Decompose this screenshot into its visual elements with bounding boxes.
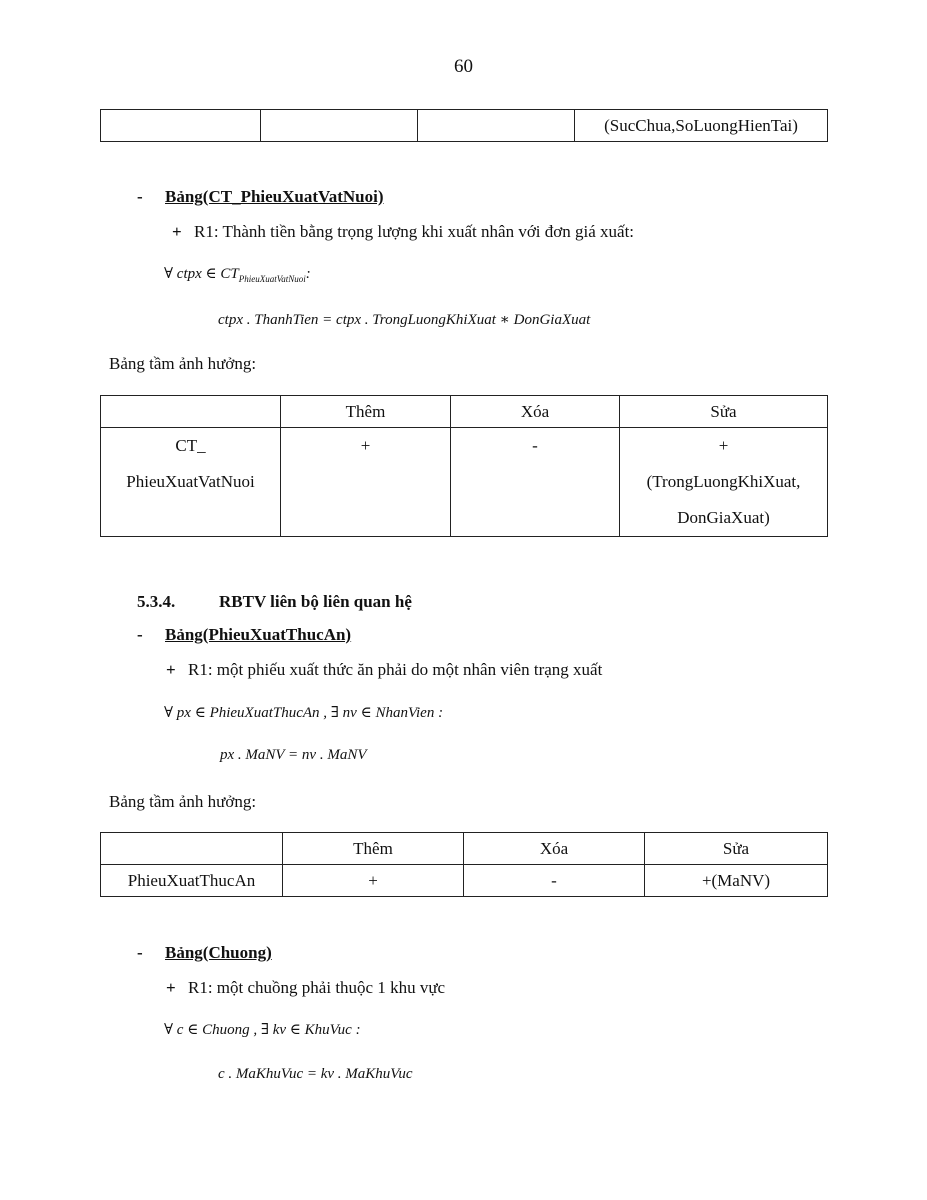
formula-body: px . MaNV = nv . MaNV [220,747,367,763]
impact-table-label: Bảng tầm ảnh hưởng: [109,792,257,811]
table-cell: - [464,865,645,897]
table-cell [261,110,418,142]
section-heading-chuong [137,943,272,963]
rule-r1 [172,222,634,242]
rule-text: R1: một chuồng phải thuộc 1 khu vực [188,978,446,997]
bullet-plus: + [166,660,176,679]
table-cell: PhieuXuatThucAn [101,865,283,897]
rule-r1 [166,978,445,998]
formula-body: c . MaKhuVuc = kv . MaKhuVuc [218,1066,413,1082]
bullet-plus: + [172,222,182,241]
rule-r1 [166,660,602,680]
header-cell: Sửa [645,833,828,865]
header-cell: Sửa [620,396,828,428]
header-cell [101,396,281,428]
impact-table-ct-phieuxuatvatnuoi [100,395,828,537]
header-cell: Thêm [281,396,451,428]
heading-dash: - [137,187,143,206]
impact-table-label: Bảng tầm ảnh hưởng: [109,354,257,373]
subsection-number: 5.3.4. [137,592,176,611]
heading-title: Bảng(Chuong) [165,943,272,962]
page-number: 60 [454,56,473,77]
subsection-title: RBTV liên bộ liên quan hệ [219,592,412,611]
quantifier-subscript: PhieuXuatVatNuoi [238,274,306,284]
rule-text: R1: một phiếu xuất thức ăn phải do một nhân viên trạng xuất [188,660,603,679]
formula-quantifier: ∀ c ∈ Chuong , ∃ kv ∈ KhuVuc : [164,1022,361,1038]
table-cell: - [451,428,620,537]
heading-dash: - [137,943,143,962]
header-cell: Xóa [464,833,645,865]
table-cell: (SucChua,SoLuongHienTai) [575,110,828,142]
rule-text: R1: Thành tiền bằng trọng lượng khi xuất nhân với đơn giá xuất: [194,222,635,241]
cell-line: PhieuXuatVatNuoi [126,472,255,491]
bullet-plus: + [166,978,176,997]
cell-line: CT_ [175,436,206,455]
table-cell [101,110,261,142]
section-heading-ct-phieuxuatvatnuoi [137,187,384,207]
impact-table-phieuxuatthucan [100,832,828,897]
table-cell: + [281,428,451,537]
formula-quantifier [164,264,311,284]
heading-title: Bảng(PhieuXuatThucAn) [165,625,352,644]
cell-line: DonGiaXuat) [677,508,770,527]
cell-line: + [718,436,729,455]
subsection-heading [137,592,412,612]
section-heading-phieuxuatthucan [137,625,351,645]
formula-quantifier: ∀ px ∈ PhieuXuatThucAn , ∃ nv ∈ NhanVien : [164,705,444,721]
heading-dash: - [137,625,143,644]
cell-line: (TrongLuongKhiXuat, [646,472,801,491]
table-cell: + [283,865,464,897]
top-table-fragment [100,109,828,142]
header-cell: Thêm [283,833,464,865]
table-cell [620,428,828,537]
heading-title: Bảng(CT_PhieuXuatVatNuoi) [165,187,384,206]
quantifier-text: ∀ ctpx ∈ CT [164,266,239,282]
table-cell [418,110,575,142]
header-cell [101,833,283,865]
header-cell: Xóa [451,396,620,428]
table-cell: +(MaNV) [645,865,828,897]
quantifier-colon: : [305,266,311,282]
table-cell [101,428,281,537]
formula-body: ctpx . ThanhTien = ctpx . TrongLuongKhiXuat ∗ DonGiaXuat [218,312,591,328]
